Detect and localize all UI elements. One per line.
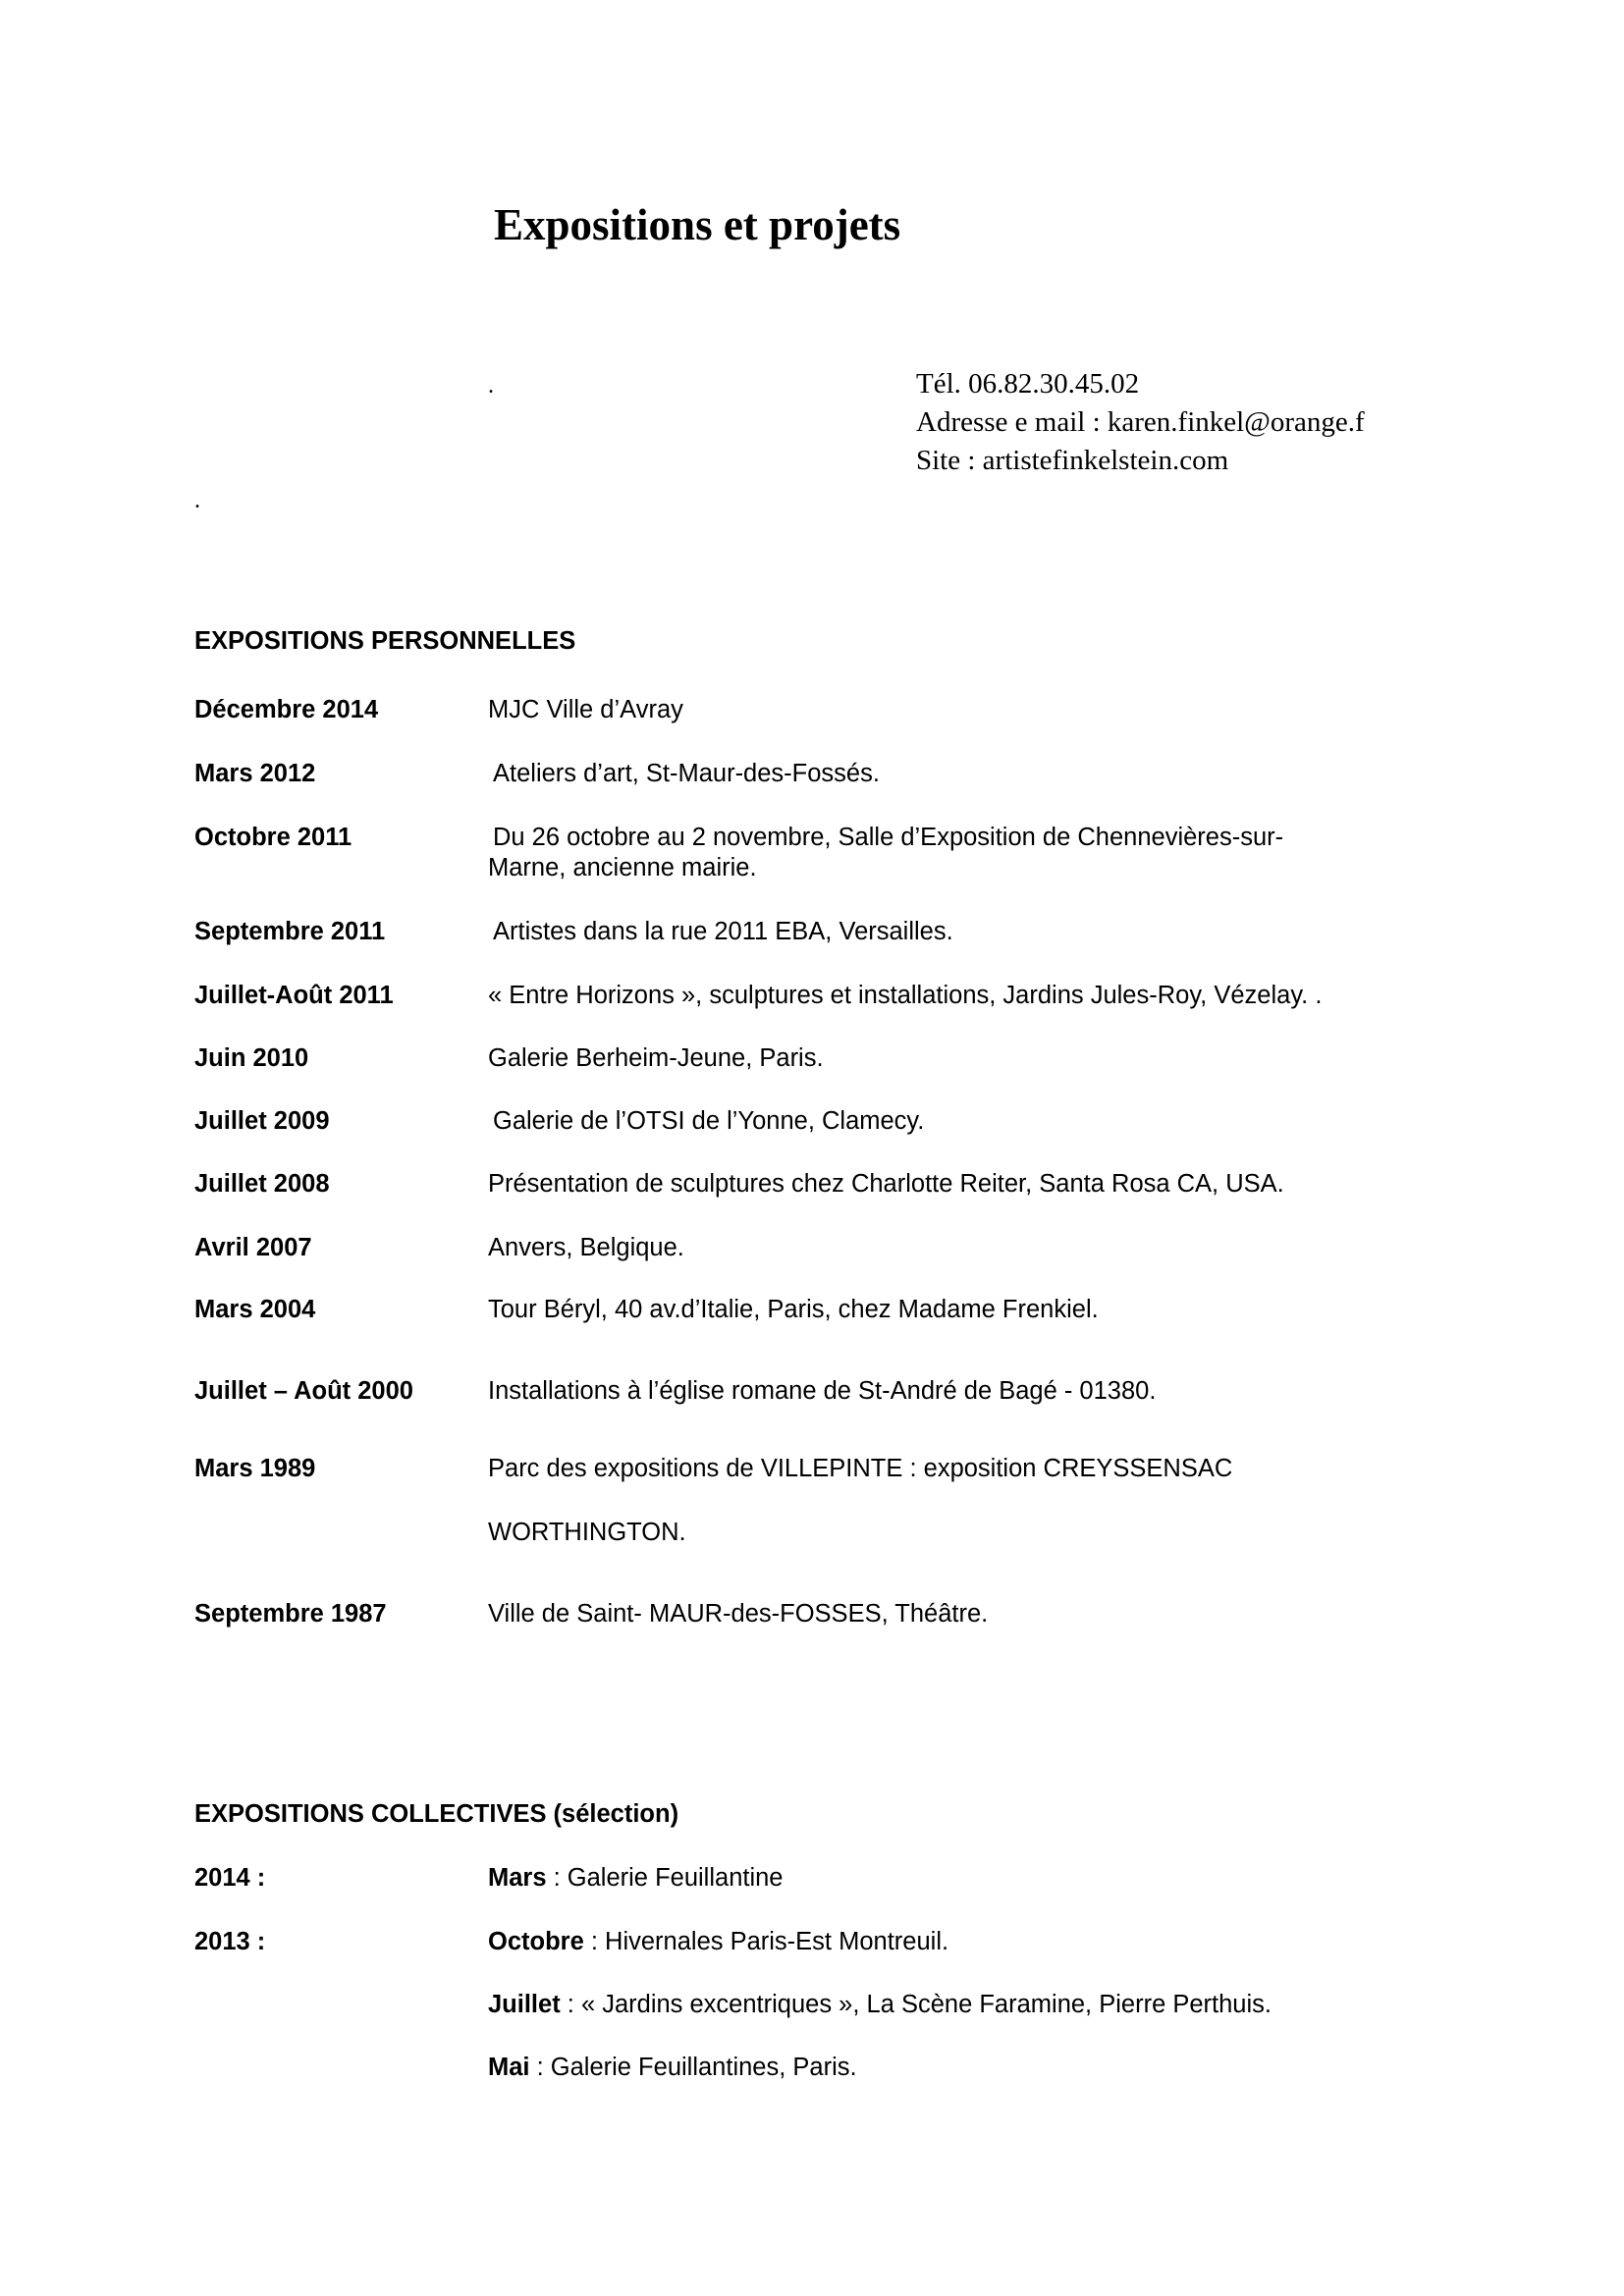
exhibition-date: Juin 2010 — [194, 1044, 309, 1072]
exhibition-date: Octobre 2011 — [194, 824, 352, 851]
exhibition-date: Décembre 2014 — [194, 696, 379, 723]
exhibition-date: Juillet 2009 — [194, 1107, 330, 1135]
exhibition-date: Mars 1989 — [194, 1455, 316, 1482]
exhibition-month: Mai — [488, 2054, 530, 2081]
exhibition-description-continued: Marne, ancienne mairie. — [488, 854, 757, 881]
exhibition-year: 2014 : — [194, 1864, 266, 1892]
section-heading-personnelles: EXPOSITIONS PERSONNELLES — [194, 627, 576, 655]
exhibition-description: : Galerie Feuillantine — [546, 1864, 784, 1892]
exhibition-date: Juillet 2008 — [194, 1170, 330, 1198]
exhibition-year: 2013 : — [194, 1928, 266, 1955]
exhibition-description-continued: WORTHINGTON. — [488, 1519, 686, 1546]
exhibition-date: Avril 2007 — [194, 1234, 312, 1261]
page-title: Expositions et projets — [494, 200, 901, 249]
contact-email: Adresse e mail : karen.finkel@orange.f — [916, 406, 1365, 438]
exhibition-description: Parc des expositions de VILLEPINTE : exposition CREYSSENSAC — [488, 1455, 1233, 1482]
contact-phone: Tél. 06.82.30.45.02 — [916, 368, 1140, 400]
exhibition-description: Présentation de sculptures chez Charlotte Reiter, Santa Rosa CA, USA. — [488, 1170, 1284, 1198]
exhibition-description: Artistes dans la rue 2011 EBA, Versailles. — [493, 918, 953, 945]
exhibition-description: : « Jardins excentriques », La Scène Faramine, Pierre Perthuis. — [560, 1991, 1272, 2018]
stray-dot: . — [488, 373, 494, 399]
exhibition-date: Mars 2012 — [194, 760, 316, 787]
exhibition-month: Mars — [488, 1864, 547, 1892]
exhibition-entry — [488, 1927, 948, 1956]
exhibition-description: Du 26 octobre au 2 novembre, Salle d’Exposition de Chennevières-sur- — [493, 824, 1284, 851]
exhibition-date: Septembre 2011 — [194, 918, 386, 945]
exhibition-description: Ateliers d’art, St-Maur-des-Fossés. — [493, 760, 880, 787]
exhibition-date: Septembre 1987 — [194, 1600, 387, 1628]
exhibition-date: Mars 2004 — [194, 1296, 316, 1323]
exhibition-date: Juillet – Août 2000 — [194, 1377, 413, 1405]
exhibition-description: : Hivernales Paris-Est Montreuil. — [583, 1928, 949, 1955]
exhibition-month: Juillet — [488, 1991, 561, 2018]
section-heading-collectives: EXPOSITIONS COLLECTIVES (sélection) — [194, 1800, 679, 1828]
stray-dot: . — [194, 488, 200, 513]
exhibition-description: Tour Béryl, 40 av.d’Italie, Paris, chez Madame Frenkiel. — [488, 1296, 1099, 1323]
contact-site: Site : artistefinkelstein.com — [916, 445, 1229, 476]
exhibition-description: Anvers, Belgique. — [488, 1234, 684, 1261]
exhibition-description: Installations à l’église romane de St-André de Bagé - 01380. — [488, 1377, 1157, 1405]
exhibition-description: : Galerie Feuillantines, Paris. — [529, 2054, 857, 2081]
exhibition-description: Galerie Berheim-Jeune, Paris. — [488, 1044, 824, 1072]
exhibition-entry — [488, 1863, 784, 1893]
exhibition-entry — [488, 2053, 857, 2082]
exhibition-description: Ville de Saint- MAUR-des-FOSSES, Théâtre. — [488, 1600, 989, 1628]
exhibition-month: Octobre — [488, 1928, 584, 1955]
exhibition-description: MJC Ville d’Avray — [488, 696, 683, 723]
exhibition-entry — [488, 1990, 1272, 2019]
exhibition-description: « Entre Horizons », sculptures et installations, Jardins Jules-Roy, Vézelay. . — [488, 982, 1323, 1009]
exhibition-date: Juillet-Août 2011 — [194, 982, 394, 1009]
exhibition-description: Galerie de l’OTSI de l’Yonne, Clamecy. — [493, 1107, 925, 1135]
